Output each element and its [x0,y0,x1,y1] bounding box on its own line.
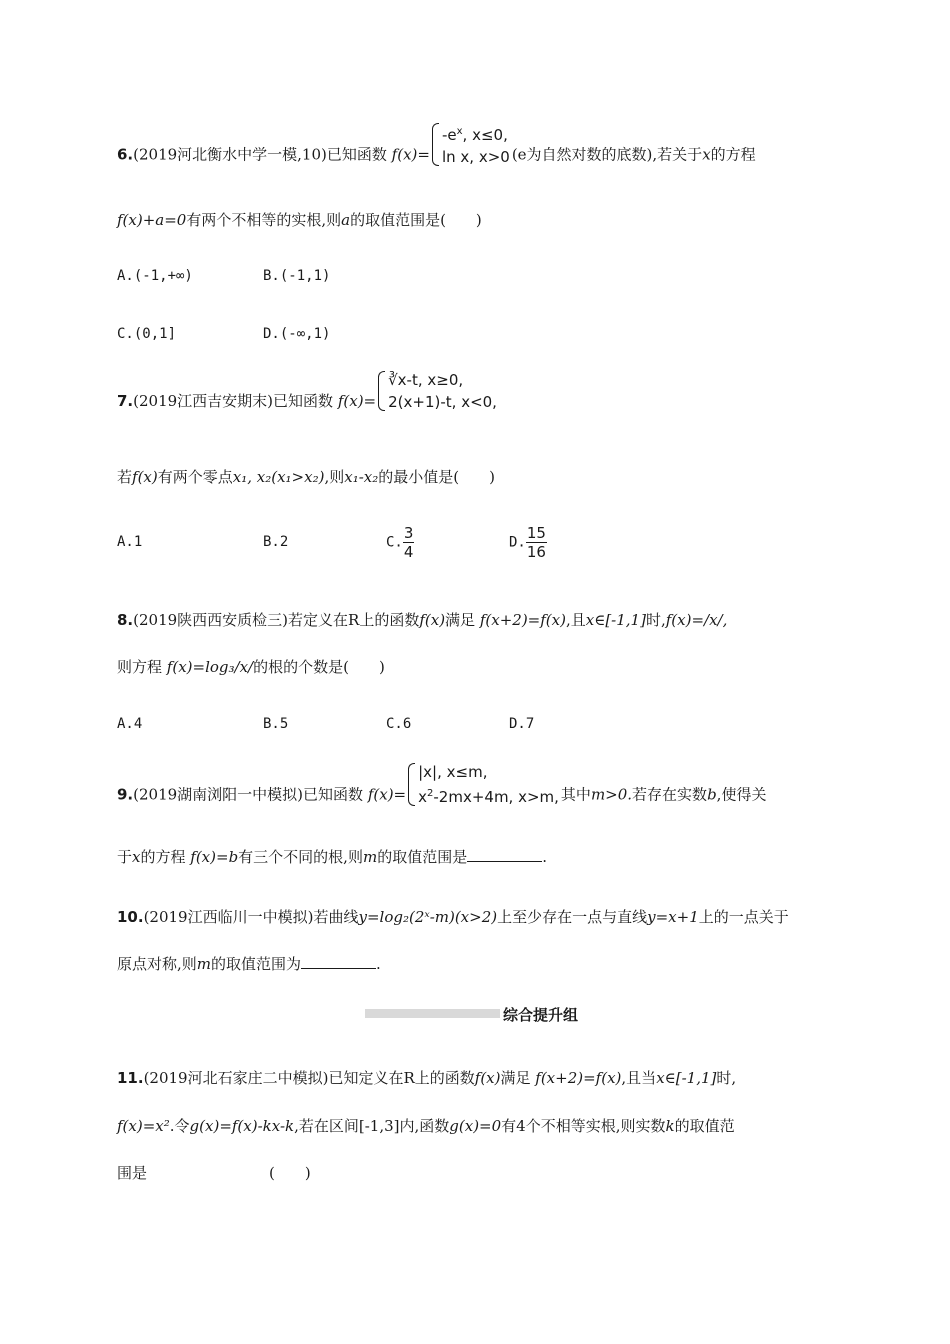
q7-option-d-fraction: $\frac{15}{16}$ [526,524,546,561]
q6-case1: $-e^x$, x≤0, [441,126,508,144]
q9-case2: $x^2-2mx+4m$, x>m, [418,788,559,806]
q11-text-f: ,若在区间[-1,3]内,函数 [294,1117,450,1135]
q9-case1: |x|, x≤m, [418,763,488,781]
q7-fx2: f(x) [132,468,158,486]
q7-option-a[interactable]: A.1 [117,534,143,550]
q7-line2 [117,467,495,487]
q7-case1: ∛x-t, x≥0, [388,371,464,389]
q8-source: (2019陕西西安质检三) [133,611,289,629]
q7-line1 [117,371,499,413]
q6-option-b[interactable]: B.(-1,1) [263,268,331,284]
q8-option-a[interactable]: A.4 [117,716,143,732]
q11-line1 [117,1068,736,1088]
q9-text: 已知函数 [303,785,364,804]
q11-expr6: g(x)=0 [449,1117,502,1135]
section-bar [365,1009,500,1018]
q8-option-c[interactable]: C.6 [386,716,412,732]
q6-text-d: 有两个不相等的实根,则 [186,211,342,229]
q8-expr1: f(x) [419,611,446,629]
q8-line1 [117,610,727,630]
q7-number: 7. [117,392,134,410]
q7-case2: 2(x+1)-t, x<0, [388,393,497,411]
q8-text-e: 则方程 [117,658,163,676]
q7-option-c-fraction: $\frac{3}{4}$ [403,524,414,561]
q6-line1 [117,126,756,168]
q7-vars: x₁, x₂(x₁>x₂) [232,468,325,486]
q11-line3 [117,1163,311,1183]
q7-text: 已知函数 [273,392,334,410]
q8-text: 若定义在R上的函数 [288,611,420,629]
q8-expr5: f(x)=log₃/x/ [166,658,254,676]
q6-piecewise [432,121,510,168]
q6-option-a[interactable]: A.(-1,+∞) [117,268,193,284]
q7-text-e: 的最小值是( ) [378,468,495,486]
q8-expr4: f(x)=/x/, [665,611,728,629]
q11-text-g: 有4个不相等实根,则实数 [501,1117,666,1135]
q6-text-c: 的方程 [710,145,756,164]
q10-text-b: 上至少存在一点与直线 [497,908,648,926]
q6-text-e: 的取值范围是( ) [350,211,482,229]
q11-expr5: g(x)=f(x)-kx-k [189,1117,295,1135]
q8-option-d[interactable]: D.7 [509,716,535,732]
q11-answer-paren[interactable]: ( ) [269,1164,311,1182]
q10-line2 [117,954,381,974]
q8-expr3: x∈[-1,1] [585,611,646,629]
q10-text-d: 原点对称,则 [117,955,197,973]
q10-number: 10. [117,908,144,926]
q9-cond: m>0. [590,785,633,804]
q10-answer-blank[interactable] [301,954,376,969]
q11-text-h: 的取值范 [674,1117,735,1135]
q9-number: 9. [117,785,134,804]
q11-text-b: 满足 [500,1069,531,1087]
q9-piecewise [408,761,559,808]
q6-text: 已知函数 [326,145,387,164]
q9-period: . [542,848,547,866]
q11-text: 已知定义在R上的函数 [328,1069,475,1087]
q8-text-b: 满足 [445,611,476,629]
q8-text-f: 的根的个数是( ) [253,658,385,676]
q10-text: 若曲线 [313,908,359,926]
q9-var-m: m [362,848,378,866]
section-title: 综合提升组 [503,1006,579,1024]
q9-line1 [117,763,767,808]
q9-text-e: 于 [117,848,133,866]
q7-piecewise [378,369,497,413]
q11-expr2: f(x+2)=f(x) [535,1069,622,1087]
q9-text-c: 若存在实数 [632,785,708,804]
q6-var-x: x [702,145,711,164]
q11-text-e: .令 [169,1117,190,1135]
q9-source: (2019湖南浏阳一中模拟) [133,785,304,804]
q7-fx: f(x)= [337,392,377,410]
q8-text-d: 时, [645,611,666,629]
q8-line2 [117,657,385,677]
q7-text-b: 若 [117,468,133,486]
q11-text-c: ,且当 [621,1069,657,1087]
q6-number: 6. [117,145,134,164]
q10-text-c: 上的一点关于 [698,908,789,926]
q7-text-d: ,则 [324,468,345,486]
q9-text-h: 的取值范围是 [377,848,468,866]
q11-expr4: f(x)=x² [117,1117,170,1135]
q9-text-g: 有三个不同的根,则 [238,848,363,866]
q10-text-e: 的取值范围为 [211,955,302,973]
q9-answer-blank[interactable] [467,847,542,862]
q6-option-c[interactable]: C.(0,1] [117,326,177,342]
q11-expr1: f(x) [474,1069,501,1087]
q10-source: (2019江西临川一中模拟) [143,908,314,926]
q10-expr1: y=log₂(2ˣ-m)(x>2) [358,908,498,926]
q7-expr: x₁-x₂ [344,468,379,486]
q9-var-b: b [707,785,717,804]
q11-expr3: x∈[-1,1] [656,1069,717,1087]
q6-text-b: (e为自然对数的底数),若关于 [511,145,703,164]
q8-number: 8. [117,611,134,629]
q6-source: (2019河北衡水中学一模,10) [133,145,327,164]
q6-equation: f(x)+a=0 [117,211,187,229]
q10-period: . [376,955,381,973]
q9-expr: f(x)=b [190,848,239,866]
q7-option-c[interactable]: C. $\frac{3}{4}$ [386,524,414,561]
q11-source: (2019河北石家庄二中模拟) [143,1069,329,1087]
q11-line2 [117,1116,735,1136]
q7-option-b[interactable]: B.2 [263,534,289,550]
q7-source: (2019江西吉安期末) [133,392,274,410]
q10-var-m: m [196,955,212,973]
q8-text-c: ,且 [565,611,586,629]
q9-text-f: 的方程 [140,848,186,866]
q6-fx: f(x)= [391,145,430,164]
q6-case2: ln x, x>0 [441,148,510,166]
q10-line1 [117,907,789,927]
q11-number: 11. [117,1069,144,1087]
q10-expr2: y=x+1 [647,908,699,926]
q11-text-d: 时, [716,1069,737,1087]
q8-option-b[interactable]: B.5 [263,716,289,732]
q11-text-i: 围是 [117,1164,148,1182]
q6-line2 [117,210,482,230]
q11-var-k: k [665,1117,675,1135]
q6-option-d[interactable]: D.(-∞,1) [263,326,331,342]
q6-var-a: a [341,211,351,229]
q9-fx: f(x)= [367,785,407,804]
q9-text-d: ,使得关 [716,785,767,804]
q7-option-d[interactable]: D. $\frac{15}{16}$ [509,524,546,561]
q8-expr2: f(x+2)=f(x) [479,611,566,629]
q9-var-x: x [132,848,141,866]
q7-text-c: 有两个零点 [157,468,233,486]
q9-text-b: 其中 [560,785,591,804]
q9-line2 [117,847,547,867]
